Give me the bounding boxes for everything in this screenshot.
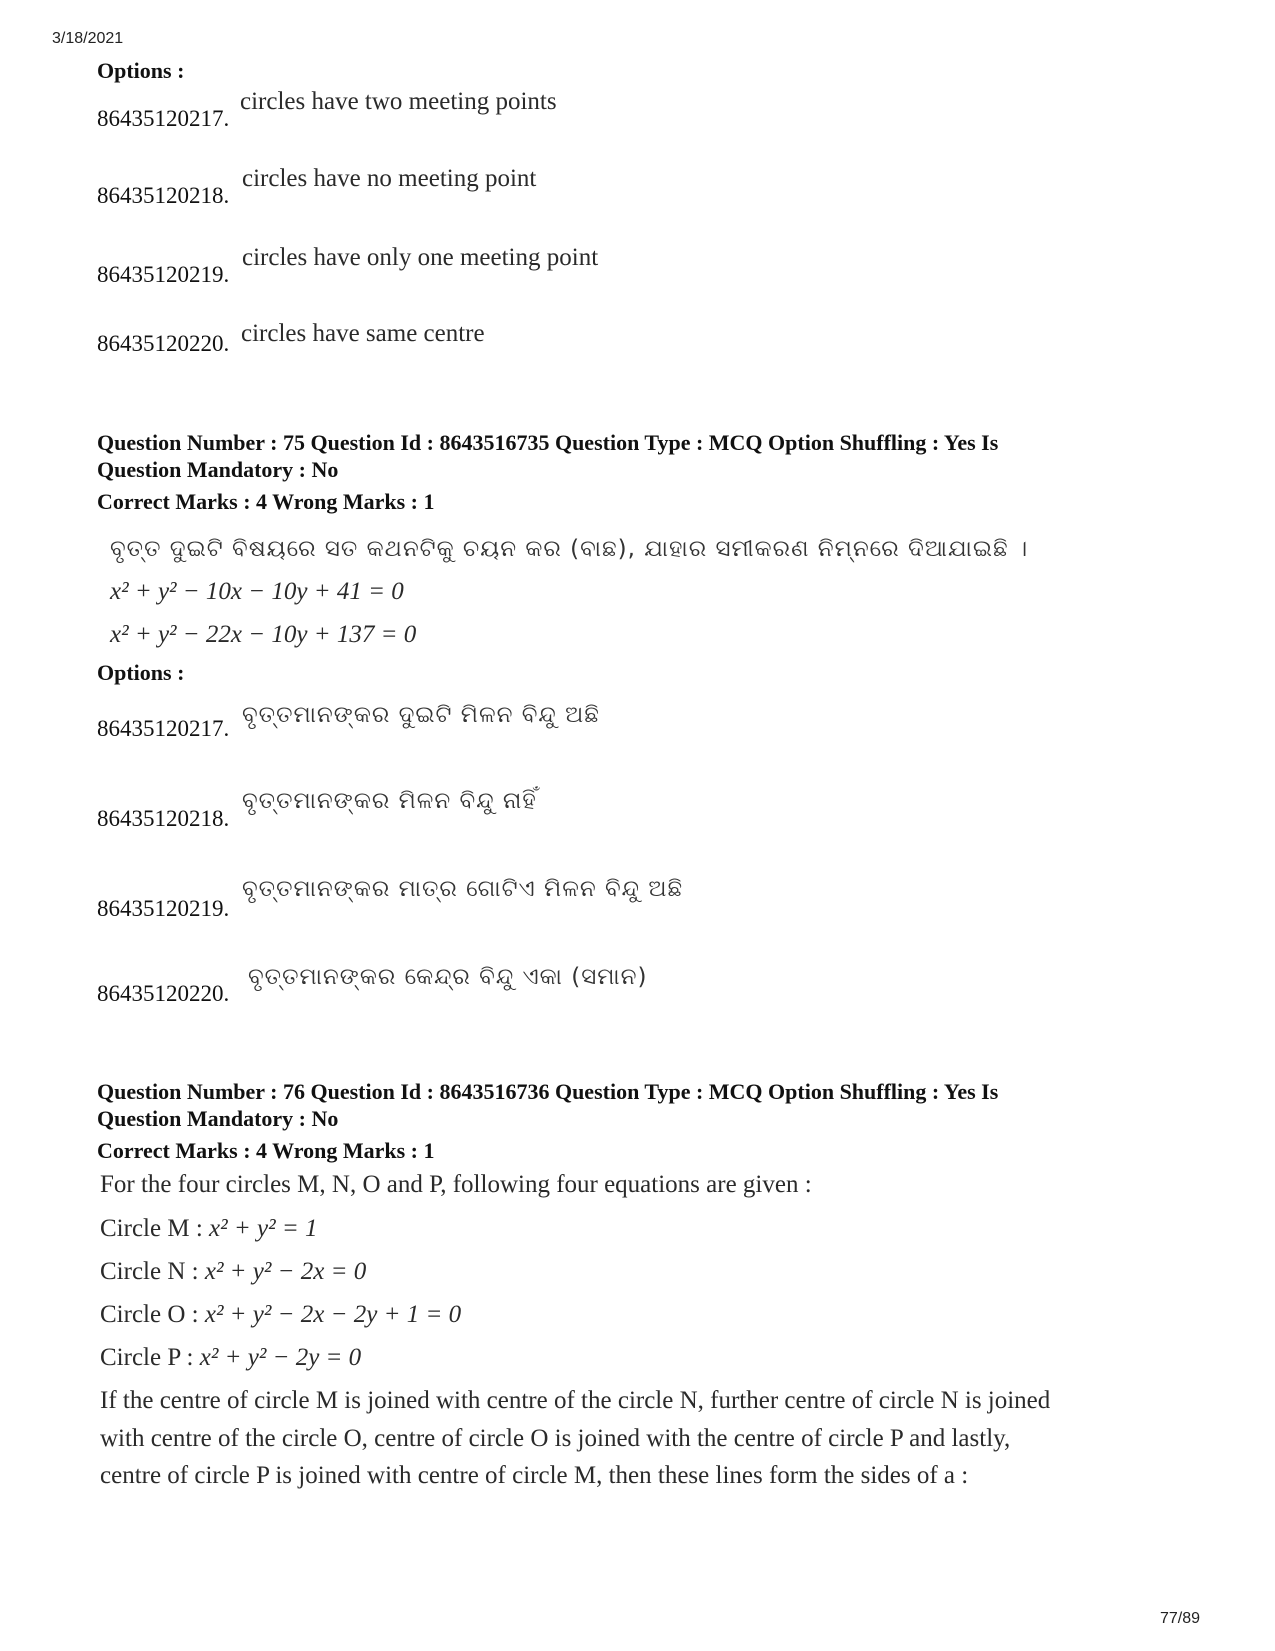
question-marks: Correct Marks : 4 Wrong Marks : 1: [97, 1138, 435, 1163]
circle-label: Circle N :: [100, 1258, 199, 1285]
circle-equation-row: [100, 1253, 366, 1291]
option-id: 86435120219.: [97, 896, 230, 921]
circle-label: Circle P :: [100, 1344, 194, 1371]
option-text: ବୃତ୍ତମାନଙ୍କର ଦୁଇଟି ମିଳନ ବିନ୍ଦୁ ଅଛି: [242, 702, 600, 728]
circle-equation-row: [100, 1296, 461, 1334]
question-header: Question Mandatory : No: [97, 457, 339, 482]
question-paragraph: centre of circle P is joined with centre of circle M, then these lines form the sides of a :: [100, 1462, 969, 1489]
question-paragraph: with centre of the circle O, centre of circle O is joined with the centre of circle P and lastly,: [100, 1425, 1011, 1452]
option-text: circles have no meeting point: [242, 165, 537, 192]
option-text: ବୃତ୍ତମାନଙ୍କର କେନ୍ଦ୍ର ବିନ୍ଦୁ ଏକା (ସମାନ): [248, 964, 648, 990]
options-label: Options :: [97, 58, 185, 83]
circle-equation-row: [100, 1210, 317, 1248]
question-intro: For the four circles M, N, O and P, following four equations are given :: [100, 1171, 812, 1198]
option-text: ବୃତ୍ତମାନଙ୍କର ମିଳନ ବିନ୍ଦୁ ନାହିଁ: [242, 788, 537, 814]
print-date: 3/18/2021: [52, 30, 124, 47]
equation: x² + y² − 22x − 10y + 137 = 0: [110, 621, 417, 648]
question-header: Question Mandatory : No: [97, 1106, 339, 1131]
question-marks: Correct Marks : 4 Wrong Marks : 1: [97, 489, 435, 514]
option-id: 86435120218.: [97, 806, 230, 831]
option-id: 86435120220.: [97, 331, 230, 356]
option-id: 86435120220.: [97, 981, 230, 1006]
option-text: circles have two meeting points: [240, 88, 557, 115]
circle-equation: x² + y² = 1: [209, 1215, 318, 1242]
option-id: 86435120217.: [97, 716, 230, 741]
circle-equation: x² + y² − 2x − 2y + 1 = 0: [204, 1301, 462, 1328]
option-id: 86435120218.: [97, 183, 230, 208]
option-id: 86435120217.: [97, 106, 230, 131]
option-text: ବୃତ୍ତମାନଙ୍କର ମାତ୍ର ଗୋଟିଏ ମିଳନ ବିନ୍ଦୁ ଅଛି: [242, 876, 684, 902]
question-header: Question Number : 75 Question Id : 8643516735 Question Type : MCQ Option Shuffling : Yes Is: [97, 430, 999, 455]
equation: x² + y² − 10x − 10y + 41 = 0: [110, 578, 404, 605]
circle-label: Circle O :: [100, 1301, 199, 1328]
question-stem: ବୃତ୍ତ ଦୁଇଟି ବିଷୟରେ ସତ କଥନଟିକୁ ଚୟନ କର (ବାଛ), ଯାହାର ସମୀକରଣ ନିମ୍ନରେ ଦିଆଯାଇଛି ।: [110, 536, 1029, 562]
option-text: circles have same centre: [241, 320, 485, 347]
circle-equation: x² + y² − 2x = 0: [204, 1258, 367, 1285]
option-id: 86435120219.: [97, 262, 230, 287]
question-header: Question Number : 76 Question Id : 8643516736 Question Type : MCQ Option Shuffling : Yes Is: [97, 1079, 999, 1104]
circle-equation-row: [100, 1339, 361, 1377]
circle-label: Circle M :: [100, 1215, 203, 1242]
question-paragraph: If the centre of circle M is joined with centre of the circle N, further centre of circle N is joined: [100, 1387, 1051, 1414]
options-label: Options :: [97, 660, 185, 685]
page-number: 77/89: [1160, 1610, 1201, 1627]
circle-equation: x² + y² − 2y = 0: [199, 1344, 362, 1371]
option-text: circles have only one meeting point: [242, 244, 599, 271]
